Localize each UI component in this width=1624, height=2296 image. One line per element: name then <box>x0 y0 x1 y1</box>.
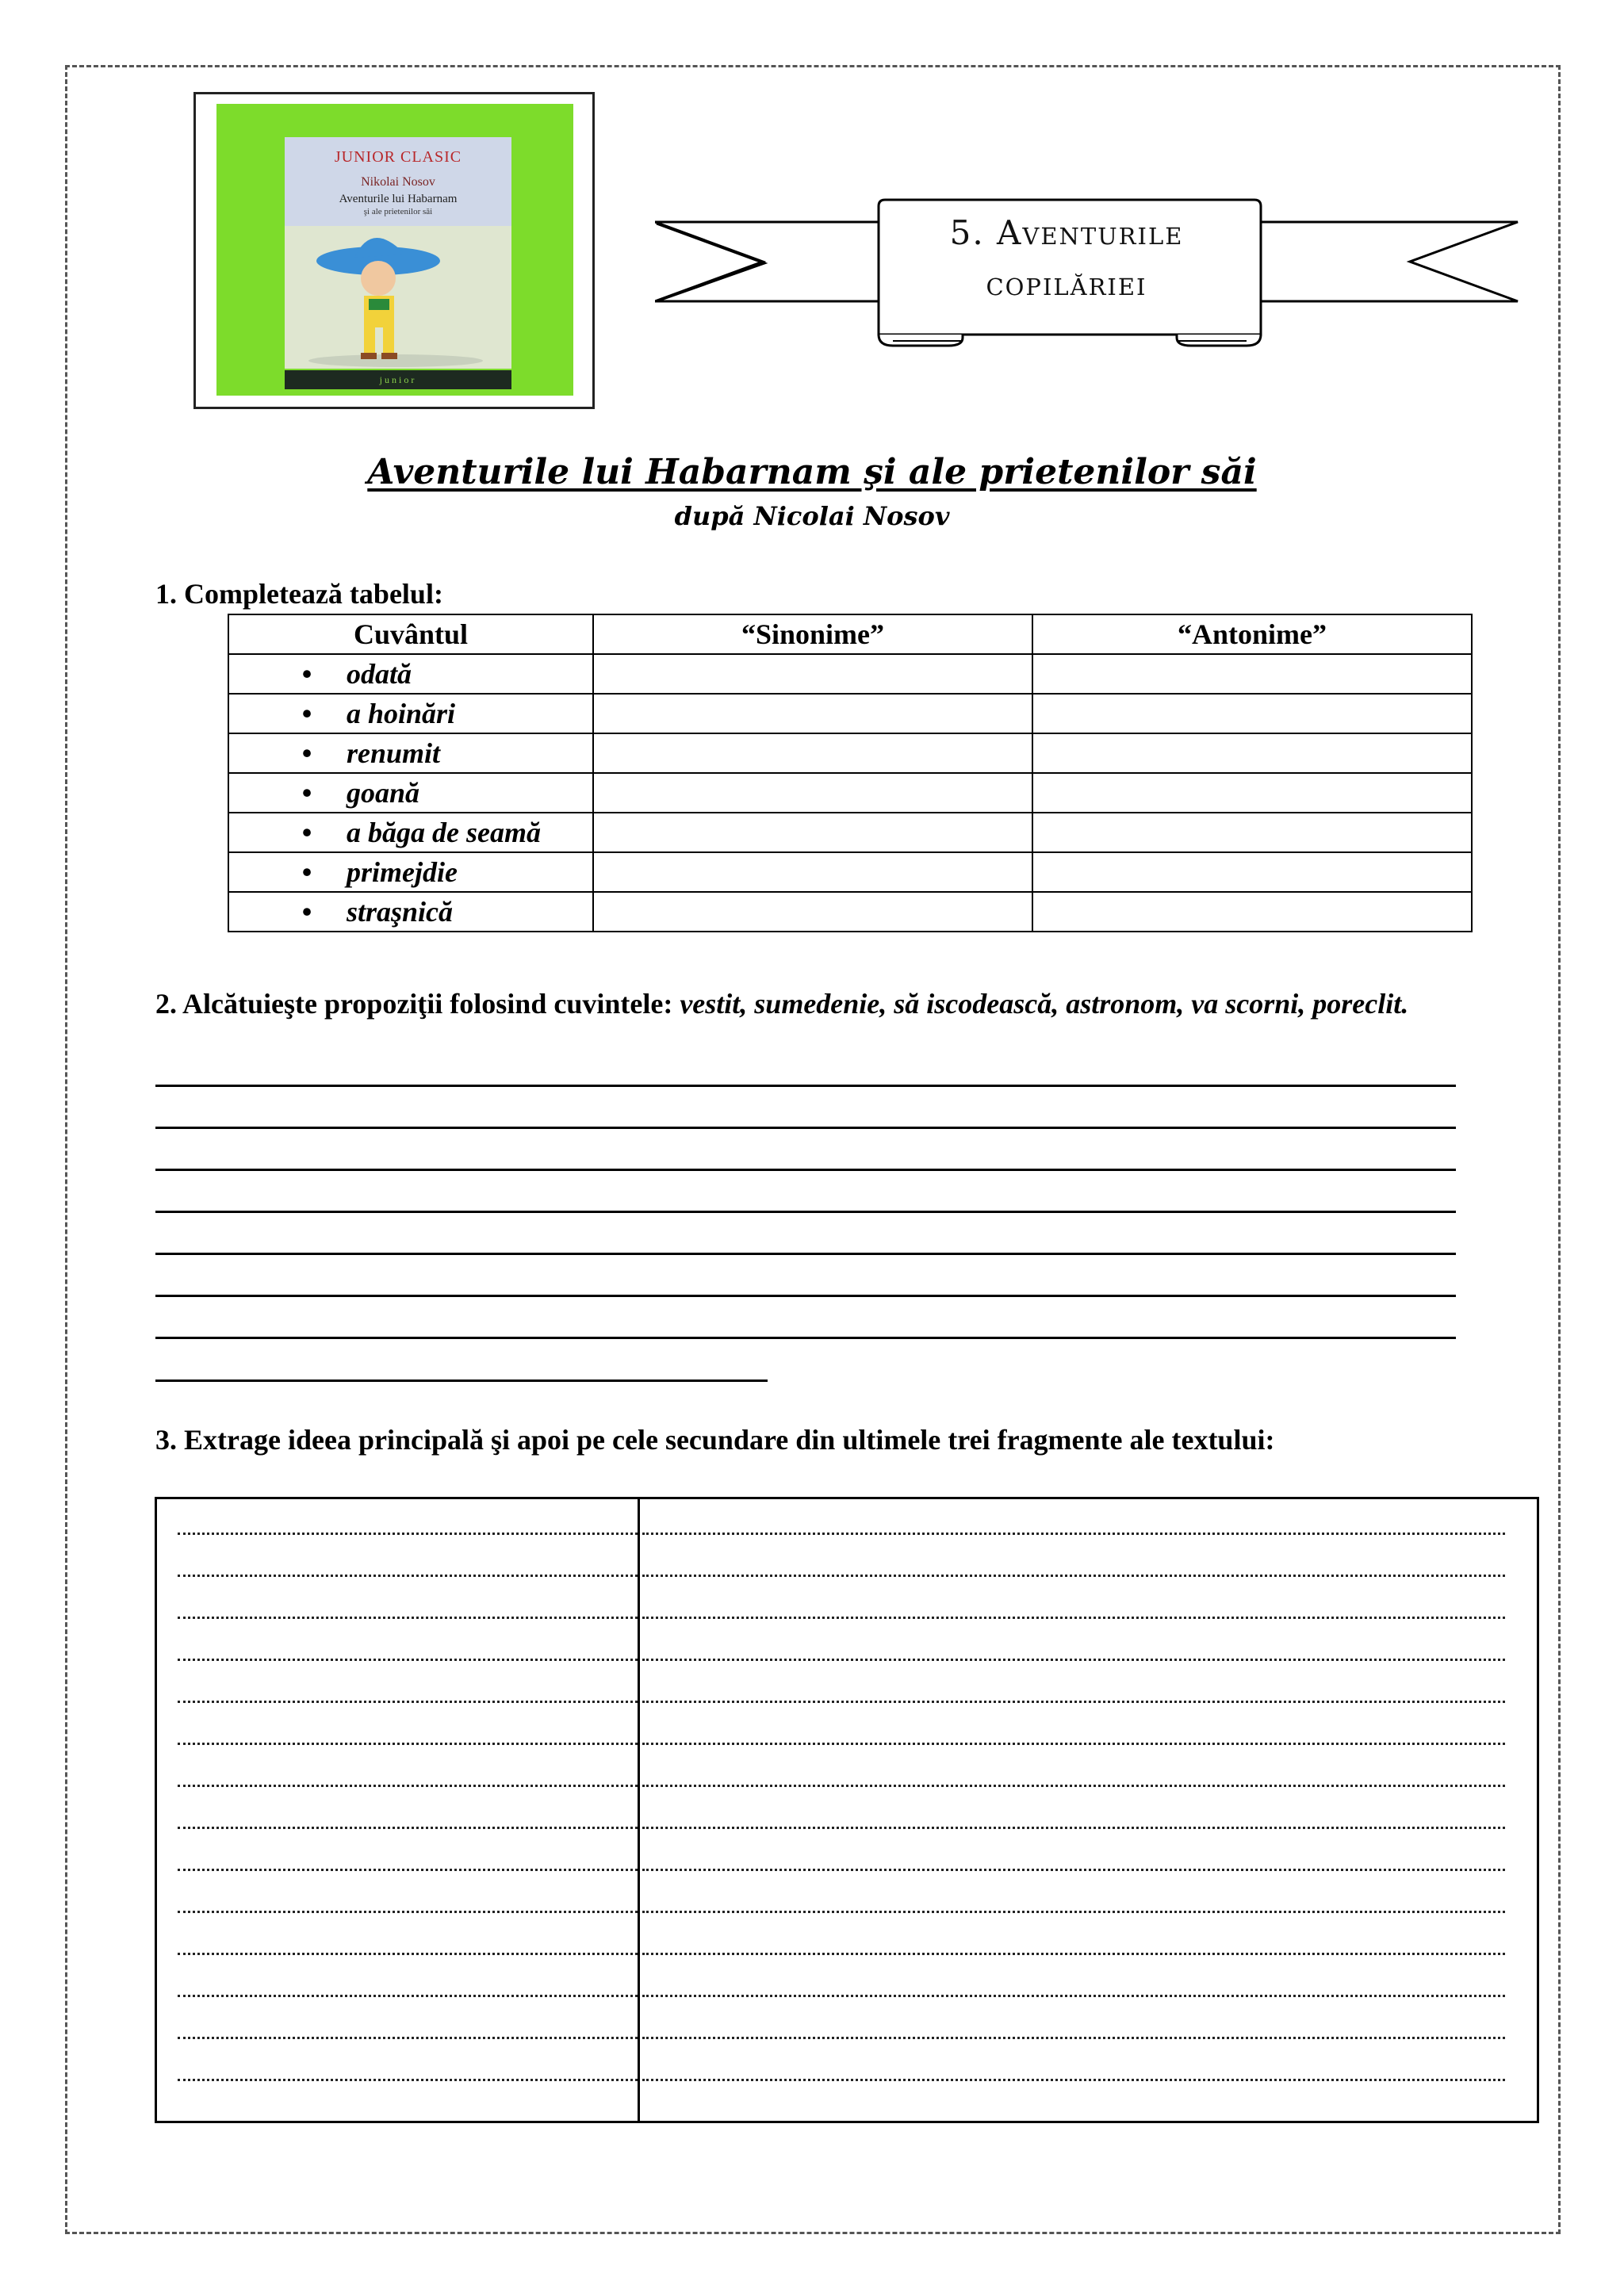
dotted-line-right[interactable] <box>642 1827 1505 1829</box>
book-cover <box>193 92 595 409</box>
dotted-line-left[interactable] <box>178 1617 638 1619</box>
word-text: goană <box>347 777 420 809</box>
antonym-answer-cell[interactable] <box>1032 694 1472 733</box>
dotted-line-right[interactable] <box>642 1575 1505 1577</box>
page-subtitle: după Nicolai Nosov <box>674 501 950 531</box>
column-divider <box>638 1499 640 2121</box>
cover-background <box>216 104 573 396</box>
cover-author: Nikolai Nosov <box>361 175 435 189</box>
bullet-icon: • <box>301 856 312 888</box>
answer-line[interactable] <box>155 1337 1456 1339</box>
table-header-row <box>228 614 1472 654</box>
question-1-label: 1. Completează tabelul: <box>155 578 443 610</box>
dotted-line-right[interactable] <box>642 1869 1505 1871</box>
synonym-answer-cell[interactable] <box>593 694 1032 733</box>
antonym-answer-cell[interactable] <box>1032 654 1472 694</box>
header-synonyms: “Sinonime” <box>593 614 1032 654</box>
synonym-answer-cell[interactable] <box>593 813 1032 852</box>
synonym-answer-cell[interactable] <box>593 892 1032 932</box>
synonym-answer-cell[interactable] <box>593 733 1032 773</box>
dotted-line-left[interactable] <box>178 1995 638 1997</box>
bullet-icon: • <box>301 658 312 690</box>
word-cell <box>228 733 593 773</box>
word-cell <box>228 694 593 733</box>
banner-line-2: copilăriei <box>986 264 1147 303</box>
question-3-label: 3. Extrage ideea principală şi apoi pe cele secundare din ultimele trei fragmente ale textului: <box>155 1424 1275 1456</box>
word-cell <box>228 852 593 892</box>
answer-line[interactable] <box>155 1253 1456 1255</box>
dotted-line-left[interactable] <box>178 1827 638 1829</box>
bullet-icon: • <box>301 777 312 809</box>
dotted-line-left[interactable] <box>178 1785 638 1787</box>
bullet-icon: • <box>301 698 312 729</box>
lesson-banner <box>879 208 1254 309</box>
word-text: odată <box>347 658 412 690</box>
dotted-line-left[interactable] <box>178 1743 638 1745</box>
question-2-instruction: 2. Alcătuieşte propoziţii folosind cuvintele: <box>155 988 673 1020</box>
word-text: straşnică <box>347 896 454 928</box>
answer-line[interactable] <box>155 1211 1456 1213</box>
dotted-line-right[interactable] <box>642 1785 1505 1787</box>
question-2-words: vestit, sumedenie, să iscodească, astronom, va scorni, poreclit. <box>680 988 1409 1020</box>
dotted-line-right[interactable] <box>642 1995 1505 1997</box>
table-row <box>228 694 1472 733</box>
habarnam-illustration-icon <box>285 226 511 369</box>
cover-title: Aventurile lui Habarnam <box>339 193 458 205</box>
answer-line[interactable] <box>155 1380 768 1382</box>
answer-line[interactable] <box>155 1085 1456 1087</box>
dotted-line-left[interactable] <box>178 2037 638 2039</box>
dotted-line-right[interactable] <box>642 1659 1505 1661</box>
table-row <box>228 654 1472 694</box>
synonym-answer-cell[interactable] <box>593 852 1032 892</box>
dotted-line-right[interactable] <box>642 2079 1505 2081</box>
dotted-line-right[interactable] <box>642 1533 1505 1535</box>
dotted-line-right[interactable] <box>642 1743 1505 1745</box>
main-ideas-table <box>155 1497 1539 2123</box>
page-title: Aventurile lui Habarnam şi ale prietenilor săi <box>367 452 1257 492</box>
antonym-answer-cell[interactable] <box>1032 892 1472 932</box>
bullet-icon: • <box>301 817 312 848</box>
dotted-line-left[interactable] <box>178 1533 638 1535</box>
cover-series: JUNIOR CLASIC <box>334 148 462 166</box>
word-cell <box>228 654 593 694</box>
dotted-line-left[interactable] <box>178 1701 638 1703</box>
bullet-icon: • <box>301 737 312 769</box>
question-2-label <box>155 983 1488 1024</box>
dotted-line-right[interactable] <box>642 1911 1505 1913</box>
header-word: Cuvântul <box>228 614 593 654</box>
answer-line[interactable] <box>155 1295 1456 1297</box>
cover-subtitle: şi ale prietenilor săi <box>363 207 433 216</box>
synonym-answer-cell[interactable] <box>593 654 1032 694</box>
dotted-line-right[interactable] <box>642 1617 1505 1619</box>
table-row <box>228 813 1472 852</box>
word-cell <box>228 813 593 852</box>
answer-line[interactable] <box>155 1127 1456 1129</box>
word-cell <box>228 892 593 932</box>
word-text: a băga de seamă <box>347 817 541 848</box>
synonym-antonym-table <box>228 614 1473 932</box>
word-text: primejdie <box>347 856 458 888</box>
dotted-line-left[interactable] <box>178 2079 638 2081</box>
dotted-line-left[interactable] <box>178 1659 638 1661</box>
antonym-answer-cell[interactable] <box>1032 813 1472 852</box>
dotted-line-left[interactable] <box>178 1575 638 1577</box>
dotted-line-left[interactable] <box>178 1869 638 1871</box>
dotted-line-left[interactable] <box>178 1911 638 1913</box>
bullet-icon: • <box>301 896 312 928</box>
table-row <box>228 852 1472 892</box>
antonym-answer-cell[interactable] <box>1032 733 1472 773</box>
answer-line[interactable] <box>155 1169 1456 1171</box>
synonym-answer-cell[interactable] <box>593 773 1032 813</box>
antonym-answer-cell[interactable] <box>1032 773 1472 813</box>
banner-line-1: 5. Aventurile <box>949 213 1184 252</box>
table-row <box>228 892 1472 932</box>
dotted-line-right[interactable] <box>642 1953 1505 1955</box>
word-text: a hoinări <box>347 698 456 729</box>
word-cell <box>228 773 593 813</box>
antonym-answer-cell[interactable] <box>1032 852 1472 892</box>
table-row <box>228 773 1472 813</box>
word-text: renumit <box>347 737 441 769</box>
dotted-line-right[interactable] <box>642 1701 1505 1703</box>
table-row <box>228 733 1472 773</box>
header-antonyms: “Antonime” <box>1032 614 1472 654</box>
dotted-line-left[interactable] <box>178 1953 638 1955</box>
cover-publisher: junior <box>285 370 511 389</box>
dotted-line-right[interactable] <box>642 2037 1505 2039</box>
